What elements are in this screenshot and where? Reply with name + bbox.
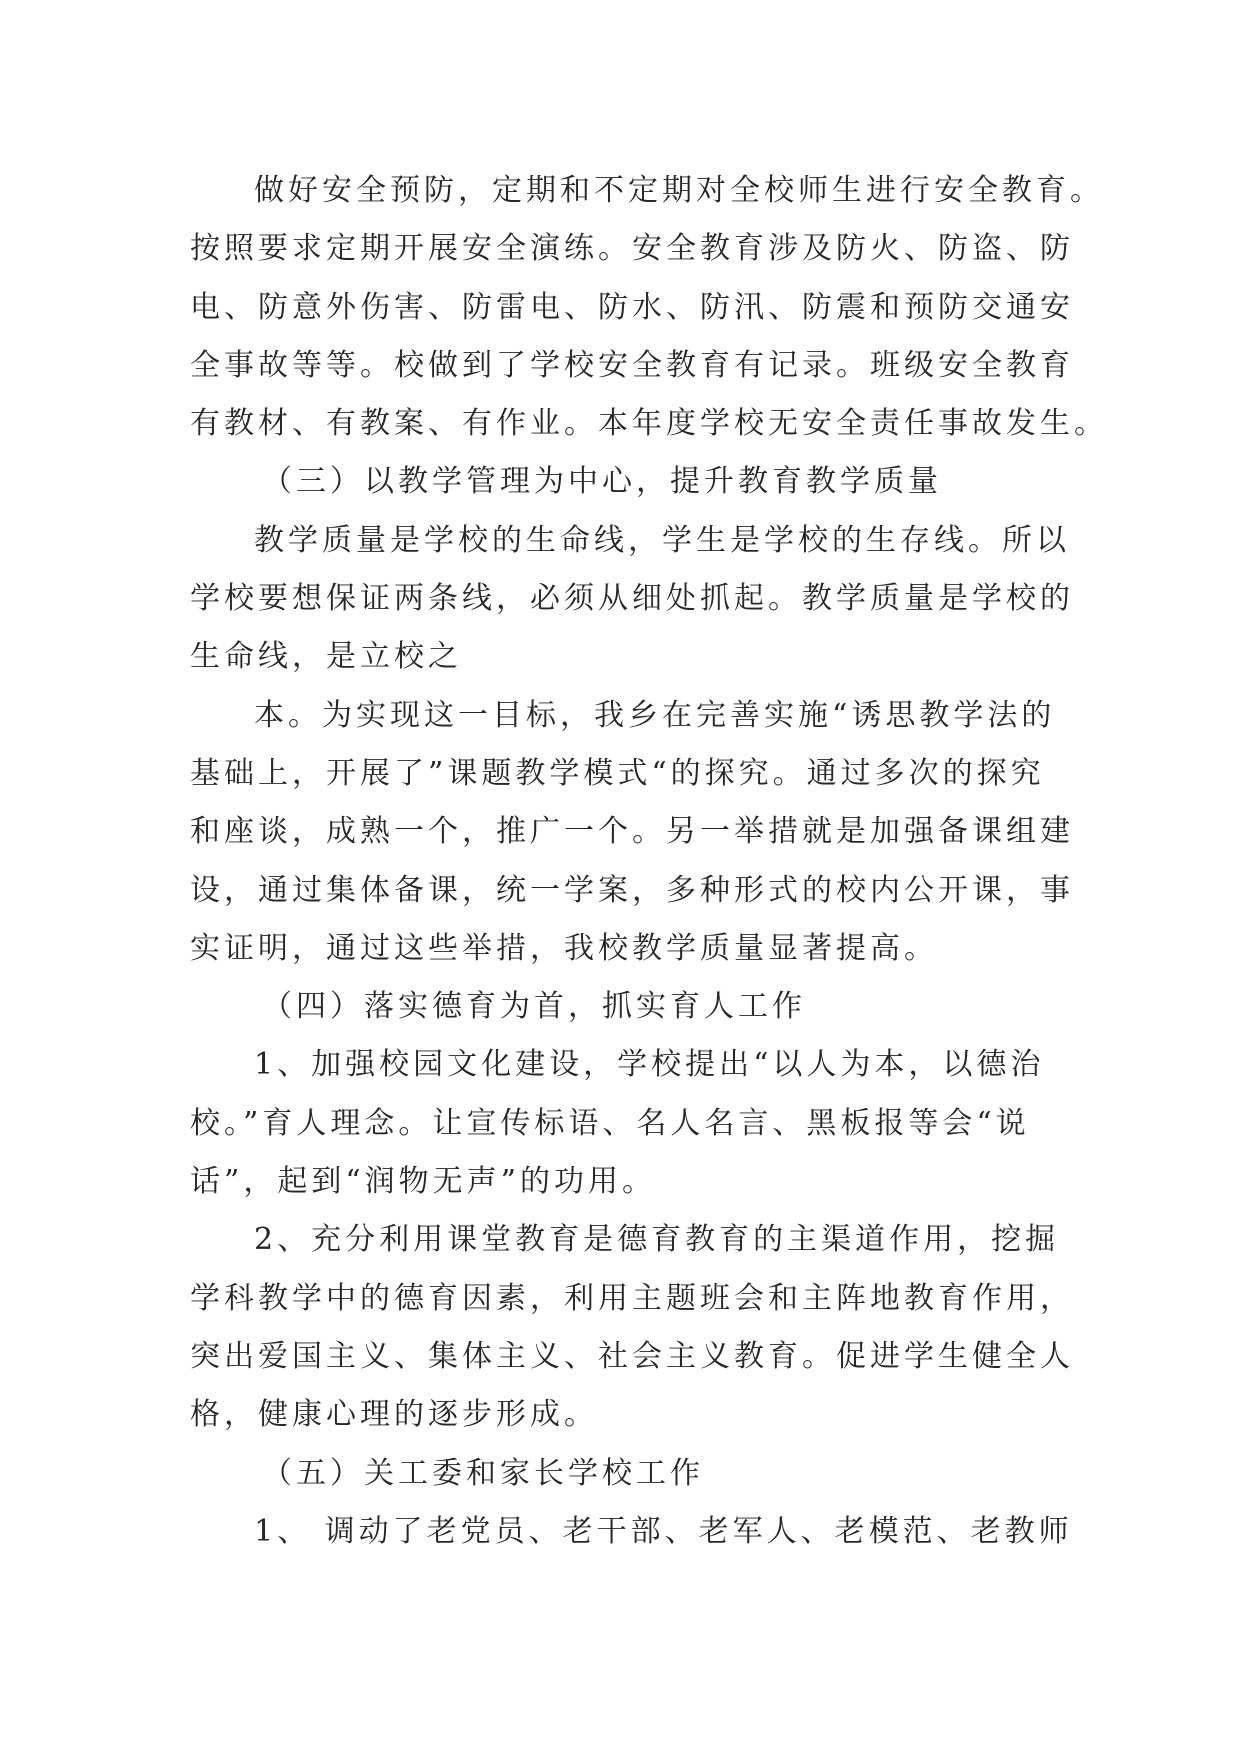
paragraph-line: 1、加强校园文化建设，学校提出“以人为本，以德治 [254, 1047, 1045, 1083]
paragraph-line: 电、防意外伤害、防雷电、防水、防汛、防震和预防交通安 [190, 289, 1074, 325]
paragraph-line: 格，健康心理的逐步形成。 [190, 1397, 598, 1433]
paragraph-line: 教学质量是学校的生命线，学生是学校的生存线。所以 [254, 522, 1070, 558]
paragraph-line: 有教材、有教案、有作业。本年度学校无安全责任事故发生。 [190, 406, 1108, 442]
paragraph-line: 2、充分利用课堂教育是德育教育的主渠道作用，挖掘 [254, 1222, 1060, 1258]
paragraph-line: 基础上，开展了”课题教学模式“的探究。通过多次的探究 [190, 755, 1045, 791]
paragraph-line: 做好安全预防，定期和不定期对全校师生进行安全教育。 [254, 173, 1104, 208]
paragraph-line: 和座谈，成熟一个，推广一个。另一举措就是加强备课组建 [190, 814, 1074, 850]
paragraph-line: 全事故等等。校做到了学校安全教育有记录。班级安全教育 [190, 347, 1074, 383]
section-heading: （四）落实德育为首，抓实育人工作 [262, 989, 806, 1025]
paragraph-line: 突出爱国主义、集体主义、社会主义教育。促进学生健全人 [190, 1338, 1074, 1374]
section-heading: （三）以教学管理为中心，提升教育教学质量 [262, 464, 942, 500]
paragraph-line: 本。为实现这一目标，我乡在完善实施“诱思教学法的 [254, 697, 1056, 733]
paragraph-line: 话”，起到“润物无声”的功用。 [190, 1164, 657, 1200]
paragraph-line: 1、 调动了老党员、老干部、老军人、老模范、老教师 [254, 1513, 1073, 1549]
section-heading: （五）关工委和家长学校工作 [262, 1455, 704, 1491]
paragraph-line: 校。”育人理念。让宣传标语、名人名言、黑板报等会“说 [190, 1105, 1030, 1141]
paragraph-line: 设，通过集体备课，统一学案，多种形式的校内公开课，事 [190, 872, 1074, 908]
paragraph-line: 学校要想保证两条线，必须从细处抓起。教学质量是学校的 [190, 581, 1074, 617]
paragraph-line: 学科教学中的德育因素，利用主题班会和主阵地教育作用， [190, 1280, 1074, 1316]
paragraph-line: 生命线，是立校之 [190, 639, 462, 675]
body-text [190, 162, 1108, 1561]
paragraph-line: 按照要求定期开展安全演练。安全教育涉及防火、防盗、防 [190, 231, 1074, 267]
paragraph-line: 实证明，通过这些举措，我校教学质量显著提高。 [190, 930, 938, 966]
